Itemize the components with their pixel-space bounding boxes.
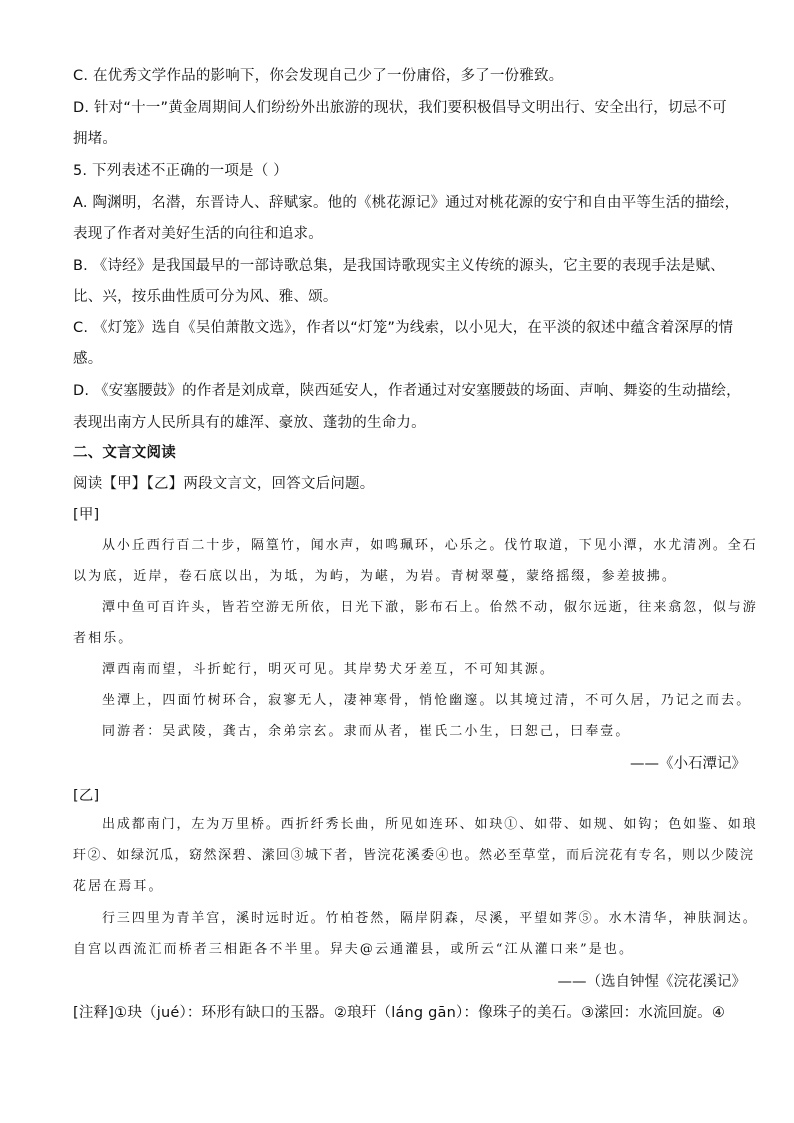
q5-option-c-line1: C. 《灯笼》选自《吴伯萧散文选》，作者以“灯笼”为线索，以小见大，在平淡的叙述中蕴含着深厚的情 [73,320,734,336]
passage-jia-label: [甲] [73,507,100,523]
passage-jia-line: 从小丘西行百二十步，隔篁竹，闻水声，如鸣珮环，心乐之。伐竹取道，下见小潭，水尤清冽。全石 [102,538,758,553]
passage-yi-line: 行三四里为青羊宫，溪时远时近。竹柏苍然，隔岸阴森，尽溪，平望如荠⑤。水木清华，神肤洞达。 [102,911,758,926]
q4-option-d-line1: D. 针对“十一”黄金周期间人们纷纷外出旅游的现状，我们要积极倡导文明出行、安全出行，切忌不可 [73,100,727,116]
section-instruction: 阅读【甲】【乙】两段文言文，回答文后问题。 [73,476,375,492]
q5-option-a-line1: A. 陶渊明，名潜，东晋诗人、辞赋家。他的《桃花源记》通过对桃花源的安宁和自由平等生活的描绘， [73,195,740,211]
passage-jia-line: 同游者：吴武陵，龚古，余弟宗玄。隶而从者，崔氏二小生，曰恕己，曰奉壹。 [102,724,631,739]
passage-jia-line: 潭西南而望，斗折蛇行，明灭可见。其岸势犬牙差互，不可知其源。 [102,662,556,677]
passage-yi-line: 自宫以西流汇而桥者三相距各不半里。舁夫@云通灌县，或所云“江从灌口来”是也。 [73,942,635,957]
passage-jia-line: 潭中鱼可百许头，皆若空游无所依，日光下澈，影布石上。佁然不动，俶尔远逝，往来翕忽，似与游 [102,600,758,615]
passage-jia-line: 者相乐。 [73,631,134,646]
passage-jia-source: ——《小石潭记》 [630,756,746,772]
q5-option-a-line2: 表现了作者对美好生活的向往和追求。 [73,226,323,242]
passage-yi-label: [乙] [73,788,100,804]
passage-yi-line: 花居在焉耳。 [73,879,164,894]
q5-stem: 5. 下列表述不正确的一项是（ ） [73,163,288,179]
passage-yi-line: 玕②、如绿沉瓜，窈然深碧、潆回③城下者，皆浣花溪委④也。然必至草堂，而后浣花有专名，则以少陵浣 [73,848,755,863]
passage-yi-source: ——（选自钟惺《浣花溪记》 [557,974,746,990]
q5-option-b-line1: B. 《诗经》是我国最早的一部诗歌总集，是我国诗歌现实主义传统的源头，它主要的表现手法是赋、 [73,258,725,274]
q5-option-d-line1: D. 《安塞腰鼓》的作者是刘成章，陕西延安人，作者通过对安塞腰鼓的场面、声响、舞姿的生动描绘， [73,383,741,399]
passage-jia-line: 以为底，近岸，卷石底以出，为坻，为屿，为嵁，为岩。青树翠蔓，蒙络摇缀，参差披拂。 [73,569,678,584]
passage-yi-line: 出成都南门，左为万里桥。西折纤秀长曲，所见如连环、如玦①、如带、如规、如钩；色如鉴、如琅 [102,817,758,832]
q4-option-d-line2: 拥堵。 [73,131,118,147]
q4-option-c: C. 在优秀文学作品的影响下，你会发现自己少了一份庸俗，多了一份雅致。 [73,68,564,84]
annotation-prefix: [注释]①玦（ [73,1005,157,1021]
annotation-line [73,1003,725,1023]
annotation-pinyin-jue: jué [156,1005,180,1021]
annotation-part3: ）：像珠子的美石。③潆回：水流回旋。④ [456,1005,726,1021]
q5-option-d-line2: 表现出南方人民所具有的雄浑、豪放、蓬勃的生命力。 [73,415,426,431]
annotation-pinyin-langgan: láng gān [391,1005,457,1021]
annotation-part2: ）：环形有缺口的玉器。②琅玕（ [179,1005,392,1021]
q5-option-b-line2: 比、兴，按乐曲性质可分为风、雅、颂。 [73,289,338,305]
passage-jia-line: 坐潭上，四面竹树环合，寂寥无人，凄神寒骨，悄怆幽邃。以其境过清，不可久居，乃记之而去。 [102,693,752,708]
section-title: 二、文言文阅读 [73,445,176,461]
q5-option-c-line2: 感。 [73,351,103,367]
